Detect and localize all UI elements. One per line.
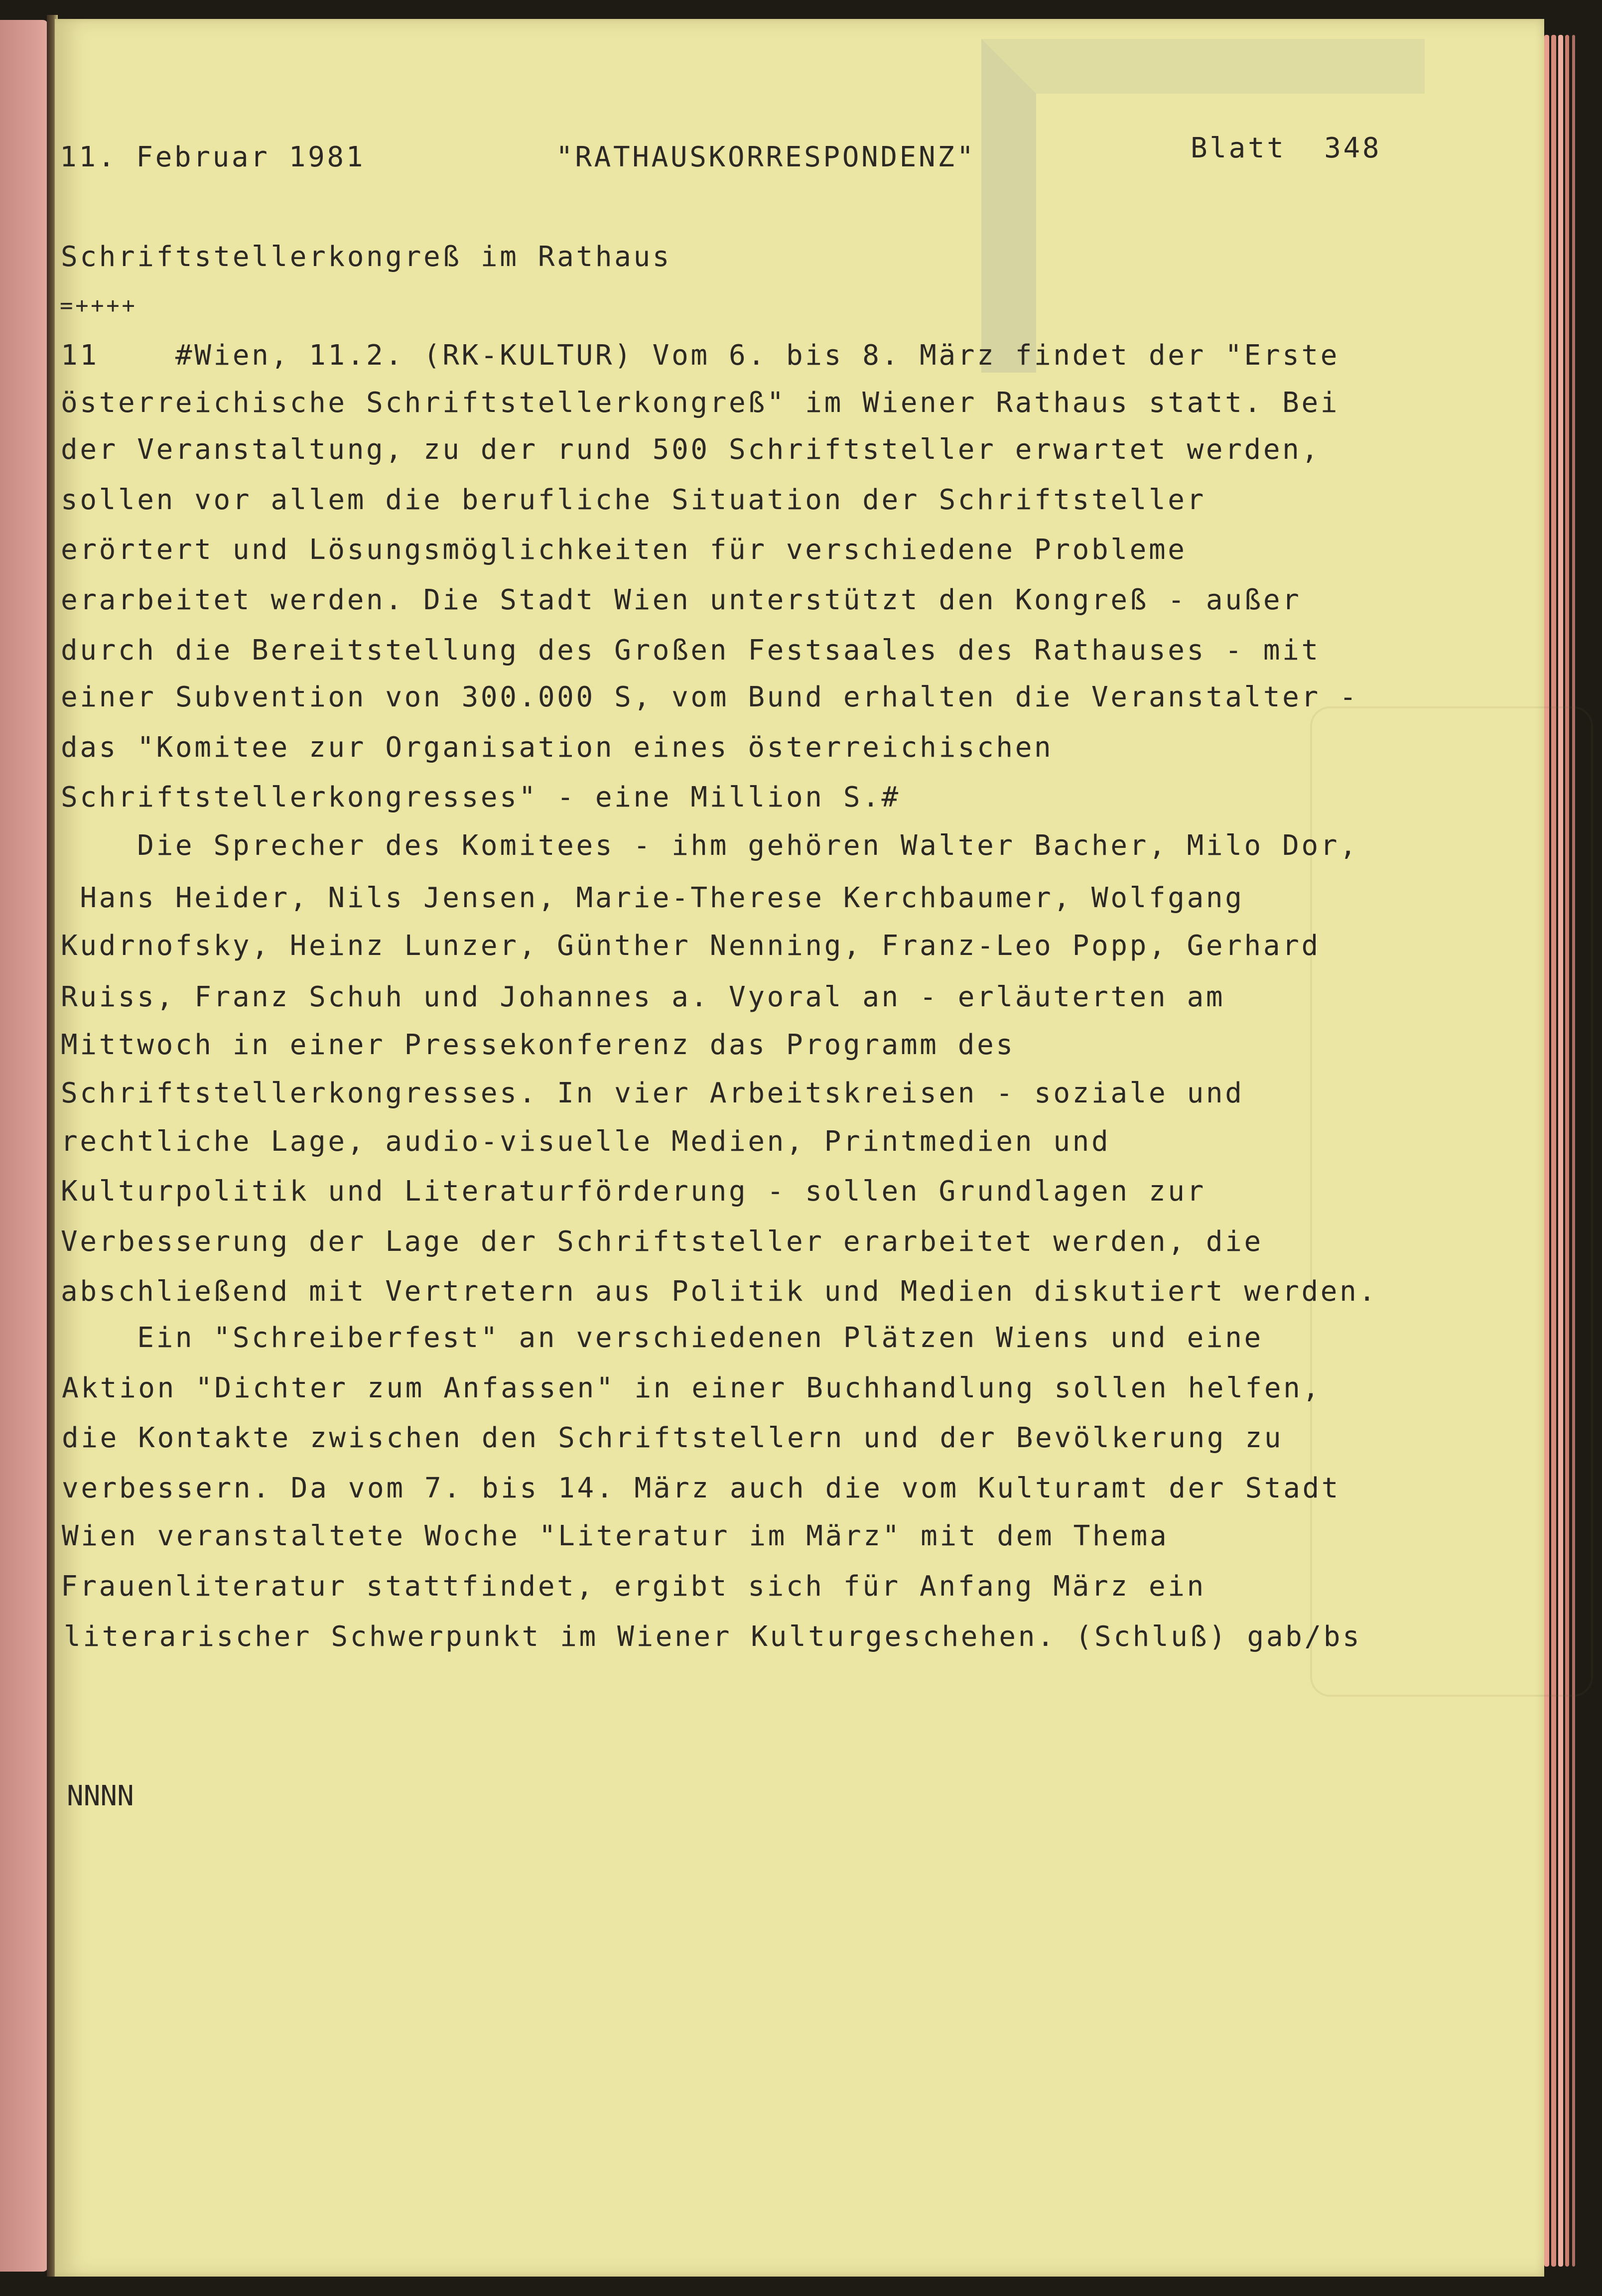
article-line: erörtert und Lösungsmöglichkeiten für verschiedene Probleme — [61, 534, 1187, 566]
end-mark: NNNN — [67, 1780, 134, 1812]
header-sheet-number: Blatt 348 — [1191, 132, 1382, 164]
article-line: österreichische Schriftstellerkongreß" im Wiener Rathaus statt. Bei — [61, 386, 1340, 419]
article-line: einer Subvention von 300.000 S, vom Bund erhalten die Veranstalter - — [61, 681, 1359, 714]
article-line: durch die Bereitstellung des Großen Festsaales des Rathauses - mit — [61, 634, 1321, 667]
article-line: erarbeitet werden. Die Stadt Wien unterstützt den Kongreß - außer — [61, 584, 1302, 616]
article-line: sollen vor allem die berufliche Situation der Schriftsteller — [61, 483, 1206, 516]
article-line: Mittwoch in einer Pressekonferenz das Programm des — [61, 1029, 1015, 1062]
article-line: 11 #Wien, 11.2. (RK-KULTUR) Vom 6. bis 8. März findet der "Erste — [61, 339, 1340, 372]
article-line: Verbesserung der Lage der Schriftsteller erarbeitet werden, die — [61, 1225, 1263, 1258]
article-line: der Veranstaltung, zu der rund 500 Schriftsteller erwartet werden, — [61, 433, 1321, 466]
article-line: Die Sprecher des Komitees - ihm gehören Walter Bacher, Milo Dor, — [61, 829, 1359, 862]
article-line: die Kontakte zwischen den Schriftstellern und der Bevölkerung zu — [62, 1422, 1284, 1455]
left-page-edge — [0, 20, 48, 2272]
article-line: Ruiss, Franz Schuh und Johannes a. Vyoral an - erläuterten am — [61, 980, 1225, 1013]
title-underline-marker: =++++ — [60, 293, 137, 318]
article-line: Schriftstellerkongresses. In vier Arbeitskreisen - soziale und — [61, 1077, 1244, 1109]
article-line: Kudrnofsky, Heinz Lunzer, Günther Nenning, Franz-Leo Popp, Gerhard — [61, 930, 1321, 962]
article-line: abschließend mit Vertretern aus Politik und Medien diskutiert werden. — [61, 1275, 1378, 1308]
article-title: Schriftstellerkongreß im Rathaus — [61, 241, 672, 273]
article-line: verbessern. Da vom 7. bis 14. März auch die vom Kulturamt der Stadt — [62, 1472, 1341, 1504]
article-line: Schriftstellerkongresses" - eine Million S.# — [61, 781, 901, 814]
article-line: literarischer Schwerpunkt im Wiener Kulturgeschehen. (Schluß) gab/bs — [64, 1620, 1362, 1653]
article-line: Wien veranstaltete Woche "Literatur im März" mit dem Thema — [62, 1520, 1169, 1553]
header-publication: "RATHAUSKORRESPONDENZ" — [556, 141, 976, 173]
bleed-through-logo — [981, 39, 1425, 373]
article-line: Hans Heider, Nils Jensen, Marie-Therese Kerchbaumer, Wolfgang — [61, 881, 1244, 914]
article-line: Kulturpolitik und Literaturförderung - sollen Grundlagen zur — [61, 1175, 1206, 1208]
article-line: Frauenliteratur stattfindet, ergibt sich für Anfang März ein — [61, 1570, 1206, 1603]
typed-page — [55, 19, 1544, 2277]
article-line: das "Komitee zur Organisation eines österreichischen — [61, 731, 1054, 764]
article-line: Aktion "Dichter zum Anfassen" in einer Buchhandlung sollen helfen, — [62, 1371, 1322, 1404]
article-line: Ein "Schreiberfest" an verschiedenen Plätzen Wiens und eine — [61, 1322, 1263, 1354]
article-line: rechtliche Lage, audio-visuelle Medien, Printmedien und — [61, 1125, 1111, 1158]
header-date: 11. Februar 1981 — [60, 141, 366, 173]
